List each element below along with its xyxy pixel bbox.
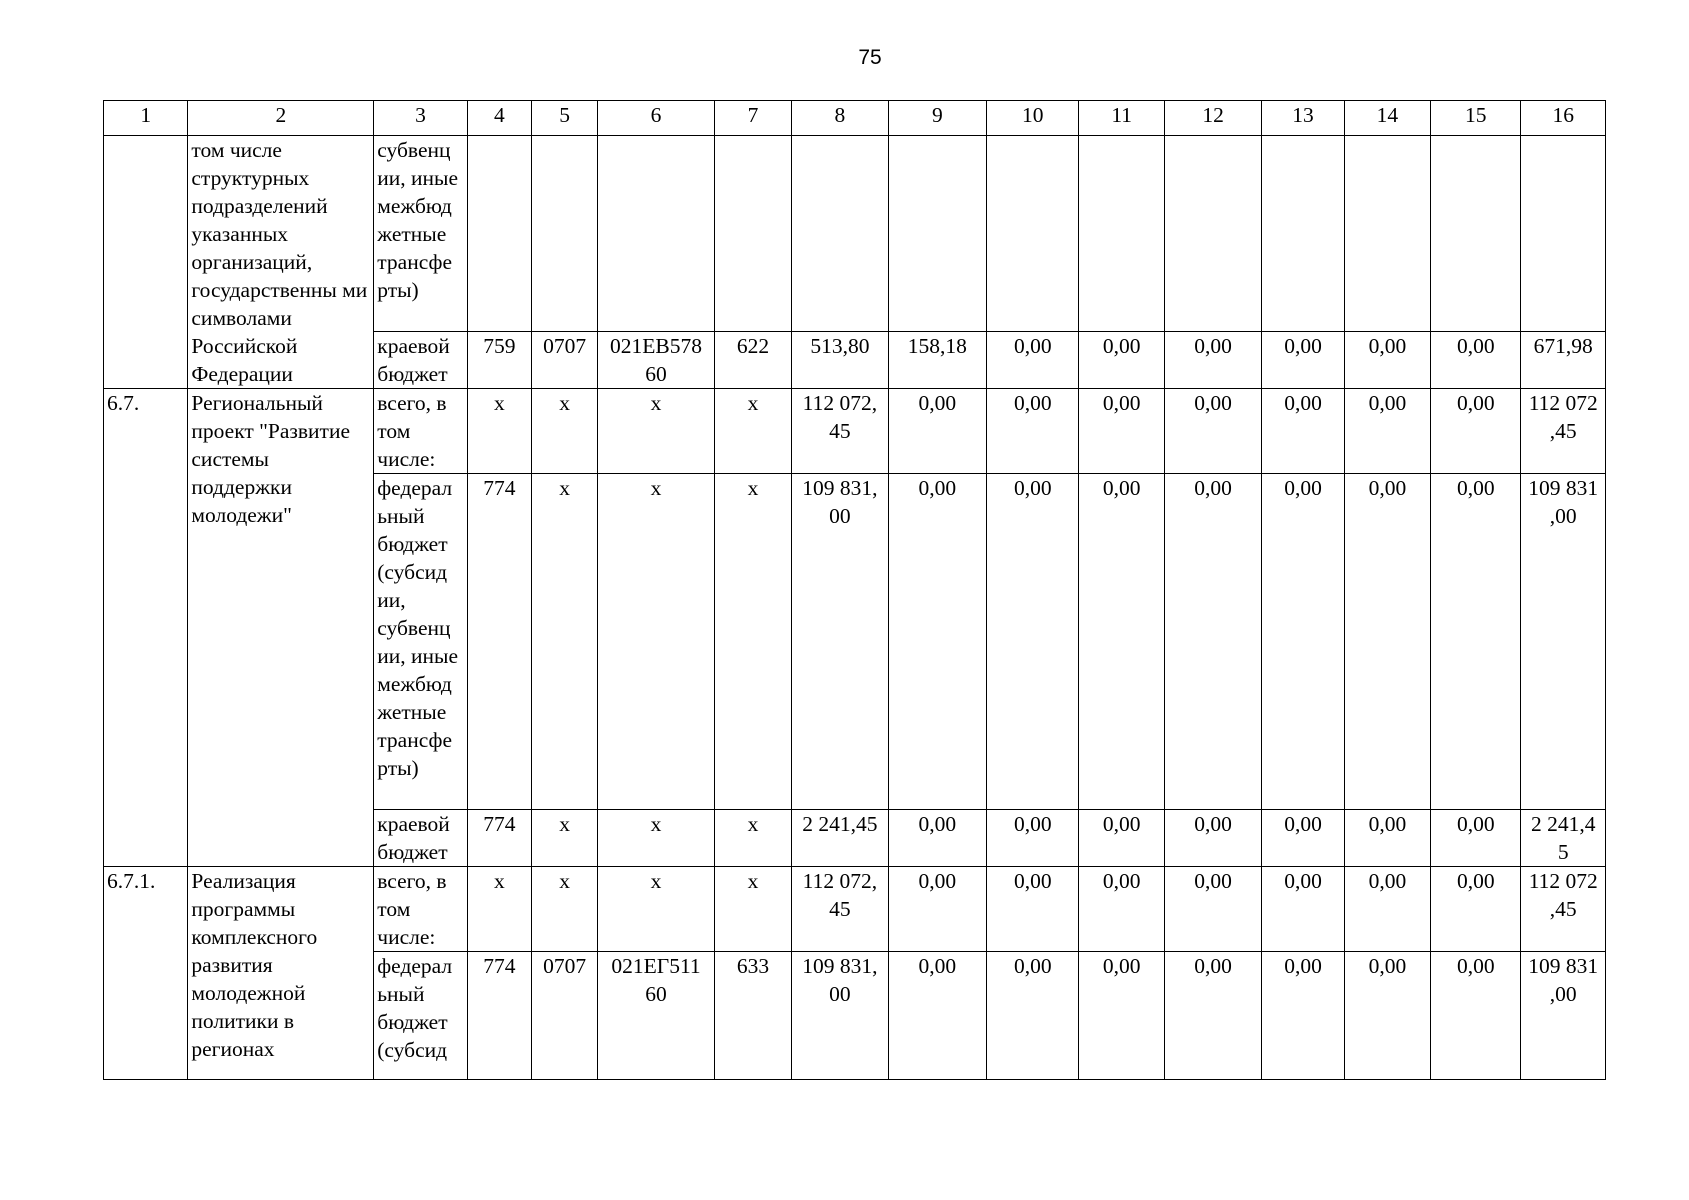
header-cell: 2 [188,101,374,136]
header-cell: 14 [1344,101,1430,136]
value-cell: 0,00 [1431,389,1521,474]
value-cell: 513,80 [792,332,888,389]
value-cell: 671,98 [1521,332,1606,389]
value-cell: 633 [714,952,791,1080]
table-row [104,389,1606,474]
value-cell: x [467,867,531,952]
header-cell: 8 [792,101,888,136]
value-cell [531,136,597,332]
value-cell: x [531,474,597,810]
value-cell [888,136,986,332]
row-title: том числе структурных подразделений указанных организаций, государственны ми символами Российской Федерации [188,136,374,389]
value-cell: 0,00 [1344,867,1430,952]
value-cell: 0,00 [1262,389,1344,474]
value-cell: x [598,474,715,810]
value-cell: 0,00 [888,389,986,474]
value-cell: 0,00 [1431,332,1521,389]
value-cell: 0,00 [1344,474,1430,810]
value-cell: x [714,810,791,867]
value-cell: 0,00 [1344,332,1430,389]
value-cell: 622 [714,332,791,389]
header-cell: 13 [1262,101,1344,136]
row-number: 6.7. [104,389,188,867]
value-cell: 0,00 [1164,389,1261,474]
header-cell: 5 [531,101,597,136]
header-cell: 10 [987,101,1079,136]
value-cell: x [598,867,715,952]
value-cell: 0,00 [1262,474,1344,810]
value-cell [1262,136,1344,332]
value-cell: 0,00 [1079,474,1164,810]
value-cell [714,136,791,332]
funding-source: краевой бюджет [374,332,467,389]
value-cell: 0,00 [1164,867,1261,952]
value-cell: 0,00 [1431,474,1521,810]
value-cell: 774 [467,810,531,867]
value-cell: 774 [467,952,531,1080]
value-cell: 112 072 ,45 [1521,389,1606,474]
value-cell: 0,00 [1079,952,1164,1080]
header-row [104,101,1606,136]
value-cell: 0,00 [1079,867,1164,952]
value-cell: 158,18 [888,332,986,389]
table-row [104,136,1606,332]
value-cell: 759 [467,332,531,389]
value-cell [1164,136,1261,332]
value-cell: 0,00 [1164,332,1261,389]
funding-source: федерал ьный бюджет (субсид ии, субвенц ии, иные межбюд жетные трансфе рты) [374,474,467,810]
value-cell: 112 072, 45 [792,389,888,474]
value-cell: 0,00 [1079,332,1164,389]
value-cell: x [531,867,597,952]
header-cell: 6 [598,101,715,136]
value-cell: 0,00 [987,474,1079,810]
value-cell [792,136,888,332]
row-number [104,136,188,389]
page-number: 75 [858,46,882,69]
value-cell: 021EГ511 60 [598,952,715,1080]
funding-source: федерал ьный бюджет (субсид [374,952,467,1080]
value-cell: 0,00 [1344,810,1430,867]
funding-source: всего, в том числе: [374,389,467,474]
value-cell [987,136,1079,332]
header-cell: 15 [1431,101,1521,136]
header-cell: 1 [104,101,188,136]
value-cell: 0,00 [1344,952,1430,1080]
value-cell: 0,00 [1164,952,1261,1080]
value-cell: x [714,474,791,810]
value-cell: 021EB578 60 [598,332,715,389]
value-cell [1344,136,1430,332]
value-cell: 0707 [531,332,597,389]
value-cell: 2 241,4 5 [1521,810,1606,867]
row-title: Реализация программы комплексного развития молодежной политики в регионах [188,867,374,1080]
value-cell: 0,00 [1079,810,1164,867]
value-cell: 109 831, 00 [792,474,888,810]
value-cell: x [598,810,715,867]
header-cell: 9 [888,101,986,136]
value-cell: 0,00 [1431,952,1521,1080]
funding-source: краевой бюджет [374,810,467,867]
header-cell: 3 [374,101,467,136]
value-cell: 0,00 [1262,952,1344,1080]
value-cell: 0,00 [1079,389,1164,474]
value-cell: 109 831 ,00 [1521,474,1606,810]
value-cell: 0,00 [987,389,1079,474]
value-cell: 109 831, 00 [792,952,888,1080]
value-cell: 0,00 [987,332,1079,389]
header-cell: 12 [1164,101,1261,136]
value-cell [467,136,531,332]
value-cell: 112 072 ,45 [1521,867,1606,952]
value-cell: 109 831 ,00 [1521,952,1606,1080]
budget-table [103,100,1606,1080]
value-cell: x [714,867,791,952]
value-cell: 774 [467,474,531,810]
value-cell: 0707 [531,952,597,1080]
value-cell: 0,00 [1344,389,1430,474]
value-cell: 0,00 [1431,810,1521,867]
value-cell: 0,00 [888,952,986,1080]
value-cell: 0,00 [888,867,986,952]
value-cell: x [531,389,597,474]
funding-source: всего, в том числе: [374,867,467,952]
value-cell: x [714,389,791,474]
value-cell: x [467,389,531,474]
value-cell: x [531,810,597,867]
header-cell: 7 [714,101,791,136]
value-cell [598,136,715,332]
value-cell: 0,00 [1164,810,1261,867]
value-cell: 0,00 [888,474,986,810]
value-cell: 0,00 [888,810,986,867]
header-cell: 11 [1079,101,1164,136]
row-number: 6.7.1. [104,867,188,1080]
value-cell [1521,136,1606,332]
value-cell [1431,136,1521,332]
value-cell: 2 241,45 [792,810,888,867]
value-cell [1079,136,1164,332]
table-row [104,867,1606,952]
value-cell: 0,00 [1262,810,1344,867]
header-cell: 4 [467,101,531,136]
value-cell: x [598,389,715,474]
value-cell: 0,00 [1262,332,1344,389]
value-cell: 0,00 [987,867,1079,952]
value-cell: 0,00 [987,810,1079,867]
value-cell: 0,00 [987,952,1079,1080]
value-cell: 0,00 [1164,474,1261,810]
row-title: Региональный проект "Развитие системы поддержки молодежи" [188,389,374,867]
value-cell: 112 072, 45 [792,867,888,952]
header-cell: 16 [1521,101,1606,136]
funding-source: субвенц ии, иные межбюд жетные трансфе рты) [374,136,467,332]
value-cell: 0,00 [1431,867,1521,952]
value-cell: 0,00 [1262,867,1344,952]
